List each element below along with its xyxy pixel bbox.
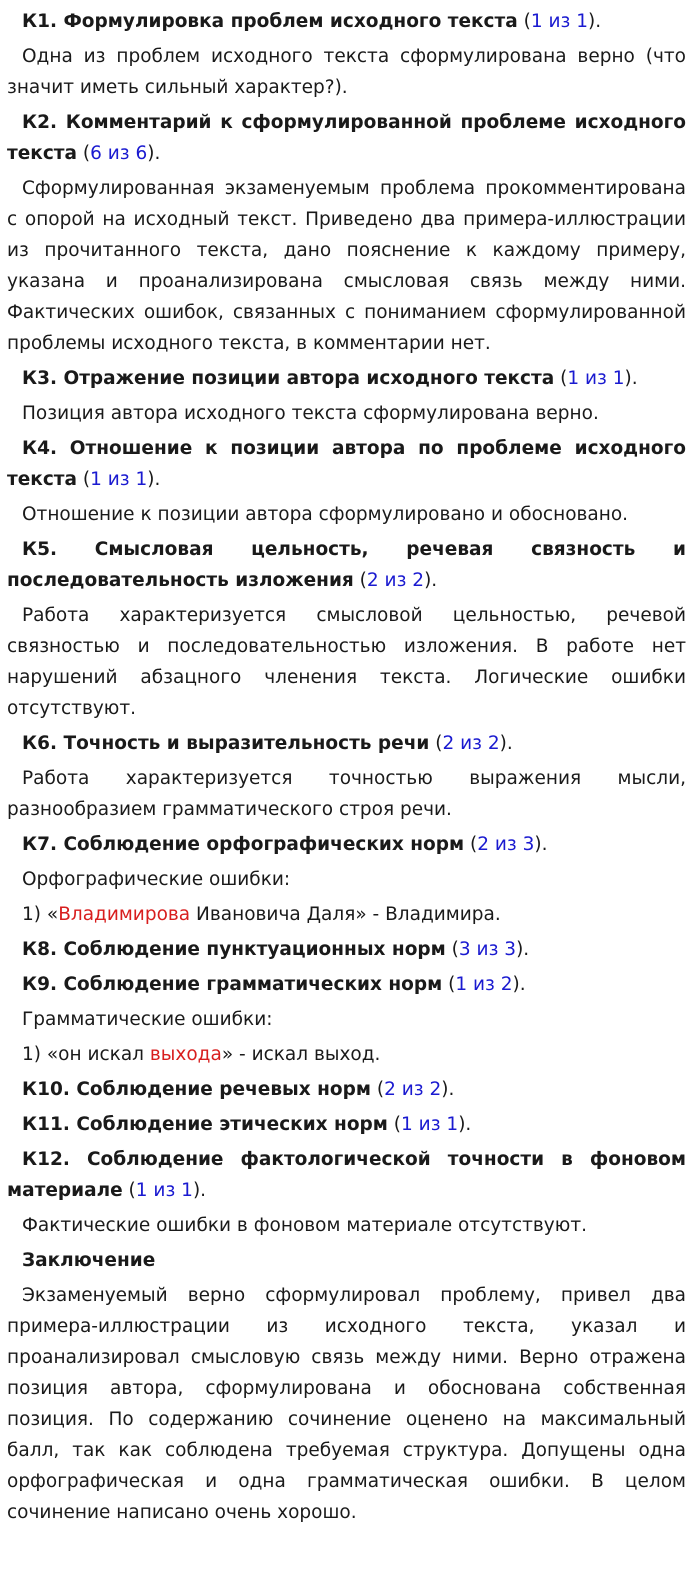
criterion-k11-heading: К11. Соблюдение этических норм (1 из 1). (22, 1114, 472, 1135)
criterion-k10-heading: К10. Соблюдение речевых норм (2 из 2). (22, 1079, 455, 1100)
criterion-k7-title: К7. Соблюдение орфографических норм (22, 834, 465, 855)
criterion-k6-score: 2 из 2 (442, 733, 500, 754)
criterion-k3-title: К3. Отражение позиции автора исходного текста (22, 368, 555, 389)
criterion-k2-heading: К2. Комментарий к сформулированной проблеме исходного текста (6 из 6). (7, 112, 686, 164)
criterion-k10-score: 2 из 2 (384, 1079, 442, 1100)
criterion-k7-errors-label: Орфографические ошибки: (22, 869, 291, 890)
criterion-k12-title: К12. Соблюдение фактологической точности в фоновом материале (7, 1149, 686, 1201)
criterion-k5-score: 2 из 2 (366, 570, 425, 591)
criterion-k9-error-item (7, 1039, 686, 1070)
criterion-k2-comment: Сформулированная экзаменуемым проблема прокомментирована с опорой на исходный текст. Приведено два примера-иллюстрации из прочитанного текста, дано пояснение к каждому примеру, указана и проанализирована смысловая связь между ними. Фактических ошибок, связанных с пониманием сформулированной проблемы исходного текста, в комментарии нет. (7, 178, 686, 354)
conclusion-text: Экзаменуемый верно сформулировал проблему, привел два примера-иллюстрации из исходного текста, указал и проанализировал смысловую связь между ними. Верно отражена позиция автора, сформулирована и обоснована собственная позиция. По содержанию сочинение оценено на максимальный балл, так как соблюдена требуемая структура. Допущены одна орфографическая и одна грамматическая ошибки. В целом сочинение написано очень хорошо. (7, 1285, 686, 1523)
criterion-k11-score: 1 из 1 (401, 1114, 459, 1135)
criterion-k8-title: К8. Соблюдение пунктуационных норм (22, 939, 446, 960)
criterion-k1-title: К1. Формулировка проблем исходного текста (22, 11, 518, 32)
criterion-k9-errors-label: Грамматические ошибки: (22, 1009, 273, 1030)
criterion-k11-title: К11. Соблюдение этических норм (22, 1114, 388, 1135)
criterion-k5-comment: Работа характеризуется смысловой цельностью, речевой связностью и последовательностью изложения. В работе нет нарушений абзацного членения текста. Логические ошибки отсутствуют. (7, 605, 686, 719)
criterion-k4-score: 1 из 1 (90, 469, 148, 490)
criterion-k9-heading: К9. Соблюдение грамматических норм (1 из 2). (22, 974, 526, 995)
criterion-k12-heading: К12. Соблюдение фактологической точности в фоновом материале (1 из 1). (7, 1149, 686, 1201)
criterion-k2-score: 6 из 6 (90, 143, 148, 164)
criterion-k4-title: К4. Отношение к позиции автора по проблеме исходного текста (7, 438, 686, 490)
error-prefix: 1) « (22, 904, 59, 925)
criterion-k7-score: 2 из 3 (477, 834, 535, 855)
criterion-k10-title: К10. Соблюдение речевых норм (22, 1079, 371, 1100)
spelling-error-word: Владимирова (58, 904, 191, 925)
grammar-error-word: выхода (149, 1044, 222, 1065)
criterion-k5-title: К5. Смысловая цельность, речевая связность и последовательность изложения (7, 539, 686, 591)
criterion-k9-title: К9. Соблюдение грамматических норм (22, 974, 443, 995)
error-prefix: 1) «он искал (22, 1044, 150, 1065)
criterion-k9-score: 1 из 2 (455, 974, 513, 995)
criterion-k1-heading: К1. Формулировка проблем исходного текста (1 из 1). (22, 11, 602, 32)
criterion-k7-heading: К7. Соблюдение орфографических норм (2 из 3). (22, 834, 548, 855)
criterion-k12-comment: Фактические ошибки в фоновом материале отсутствуют. (22, 1215, 587, 1236)
criterion-k4-heading: К4. Отношение к позиции автора по проблеме исходного текста (1 из 1). (7, 438, 686, 490)
criterion-k2-title: К2. Комментарий к сформулированной проблеме исходного текста (7, 112, 686, 164)
criterion-k1-score: 1 из 1 (530, 11, 589, 32)
criterion-k6-heading: К6. Точность и выразительность речи (2 из 2). (22, 733, 513, 754)
conclusion-heading (7, 1245, 686, 1276)
criterion-k5-heading: К5. Смысловая цельность, речевая связность и последовательность изложения (2 из 2). (7, 539, 686, 591)
criterion-k3-score: 1 из 1 (567, 368, 625, 389)
criterion-k4-comment: Отношение к позиции автора сформулировано и обосновано. (22, 504, 629, 525)
criterion-k8-score: 3 из 3 (458, 939, 517, 960)
error-suffix: » - искал выход. (221, 1044, 381, 1065)
criterion-k6-title: К6. Точность и выразительность речи (22, 733, 430, 754)
criterion-k6-comment: Работа характеризуется точностью выражения мысли, разнообразием грамматического строя речи. (7, 768, 686, 820)
error-suffix: Ивановича Даля» - Владимира. (190, 904, 501, 925)
conclusion-title: Заключение (22, 1250, 156, 1271)
criterion-k12-score: 1 из 1 (135, 1180, 193, 1201)
criterion-k8-heading: К8. Соблюдение пунктуационных норм (3 из 3). (22, 939, 530, 960)
criterion-k3-comment: Позиция автора исходного текста сформулирована верно. (22, 403, 599, 424)
criterion-k1-comment: Одна из проблем исходного текста сформулирована верно (что значит иметь сильный характер?). (7, 46, 686, 98)
criterion-k3-heading: К3. Отражение позиции автора исходного текста (1 из 1). (22, 368, 638, 389)
criterion-k7-error-item (7, 899, 686, 930)
